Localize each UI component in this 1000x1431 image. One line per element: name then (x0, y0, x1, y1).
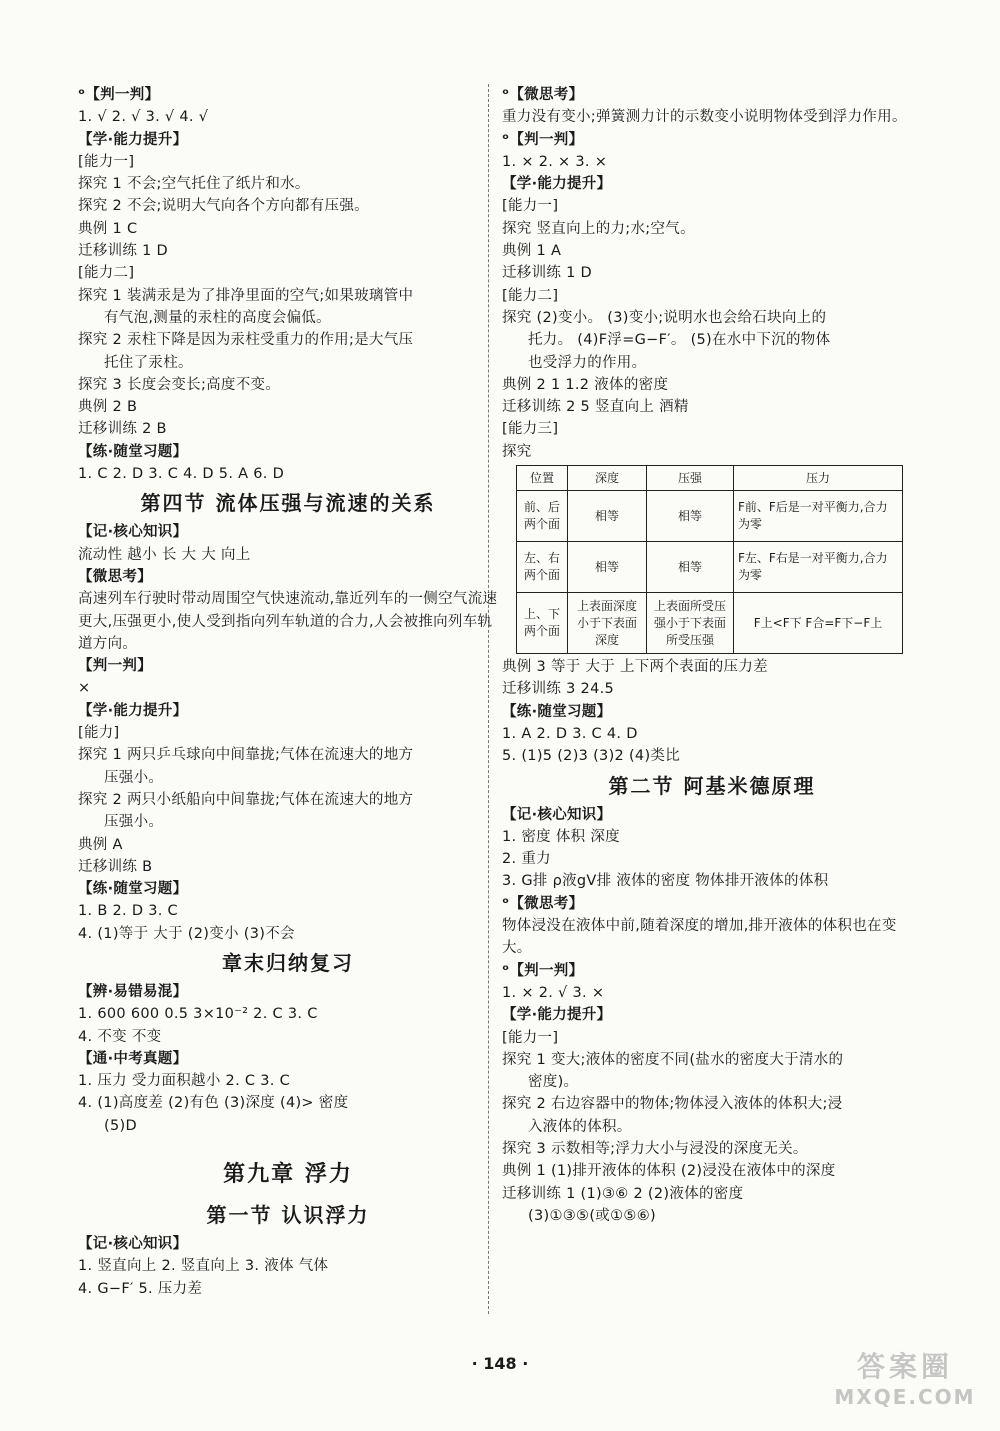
answer-line: 迁移训练 2 5 竖直向上 酒精 (502, 399, 689, 416)
answer-line: 高速列车行驶时带动周围空气快速流动,靠近列车的一侧空气流速更大,压强更小,使人受到指向列车轨道的合力,人会被推向列车轨道方向。 (78, 591, 498, 652)
table-header: 压力 (734, 466, 903, 491)
answer-line: 迁移训练 B (78, 858, 153, 875)
section-label: ᵒ【微思考】 (502, 895, 584, 912)
watermark-text: 答案圈 (856, 1350, 953, 1383)
watermark-url: MXQE.COM (834, 1385, 976, 1409)
answer-line: 物体浸没在液体中前,随着深度的增加,排开液体的体积也在变大。 (502, 918, 897, 957)
answer-line: × (78, 680, 91, 697)
answer-line: 1. 密度 体积 深度 (502, 828, 620, 845)
answer-line: 迁移训练 1 (1)③⑥ 2 (2)液体的密度 (502, 1185, 744, 1202)
section-label: 【学·能力提升】 (502, 1007, 612, 1024)
section-heading: 第一节 认识浮力 (206, 1203, 370, 1228)
table-header-row (517, 466, 903, 491)
section-label: 【记·核心知识】 (78, 524, 188, 541)
answer-line: 托住了汞柱。 (104, 354, 193, 371)
answer-line: [能力二] (502, 287, 559, 304)
answer-line: [能力三] (502, 421, 559, 438)
answer-line: 1. √ 2. √ 3. √ 4. √ (78, 109, 209, 126)
page-number: · 148 · (471, 1354, 529, 1373)
answer-line: 探究 2 汞柱下降是因为汞柱受重力的作用;是大气压 (78, 332, 414, 349)
right-column (502, 84, 922, 1227)
answer-line: 也受浮力的作用。 (528, 354, 647, 371)
table-row (517, 491, 903, 542)
table-row (517, 593, 903, 654)
answer-line: 探究 1 两只乒乓球向中间靠拢;气体在流速大的地方 (78, 747, 414, 764)
table-cell: 相等 (647, 491, 734, 542)
right-column-top (502, 84, 922, 463)
answer-line: 1. C 2. D 3. C 4. D 5. A 6. D (78, 466, 285, 483)
table-cell: 上表面深度小于下表面深度 (568, 593, 647, 654)
answer-line: 典例 2 B (78, 399, 138, 416)
section-label: 【记·核心知识】 (502, 806, 612, 823)
section-label: 【通·中考真题】 (78, 1050, 188, 1067)
answer-line: 探究 3 示数相等;浮力大小与浸没的深度无关。 (502, 1140, 808, 1157)
answer-line: 迁移训练 1 D (502, 265, 593, 282)
answer-line: [能力一] (502, 1029, 559, 1046)
section-heading: 第四节 流体压强与流速的关系 (140, 491, 436, 516)
answer-line: 探究 1 变大;液体的密度不同(盐水的密度大于清水的 (502, 1051, 844, 1068)
answer-line: 探究 2 两只小纸船向中间靠拢;气体在流速大的地方 (78, 791, 414, 808)
answer-line: 迁移训练 1 D (78, 243, 169, 260)
answer-line: 压强小。 (104, 769, 164, 786)
answer-line: [能力一] (78, 153, 135, 170)
answer-line: 3. G排 ρ液gV排 液体的密度 物体排开液体的体积 (502, 873, 829, 890)
section-heading: 章末归纳复习 (222, 950, 354, 975)
answer-line: 密度)。 (528, 1074, 579, 1091)
answer-line: 探究 竖直向上的力;水;空气。 (502, 220, 695, 237)
answer-line: 探究 2 不会;说明大气向各个方向都有压强。 (78, 198, 369, 215)
answer-line: 重力没有变小;弹簧测力计的示数变小说明物体受到浮力作用。 (502, 109, 907, 126)
answer-line: 有气泡,测量的汞柱的高度会偏低。 (104, 309, 331, 326)
table-header: 压强 (647, 466, 734, 491)
table-cell: 前、后两个面 (517, 491, 568, 542)
section-label: 【练·随堂习题】 (78, 881, 188, 898)
answer-line: 流动性 越小 长 大 大 向上 (78, 546, 251, 563)
answer-line: (5)D (104, 1117, 137, 1134)
table-cell: F左、F右是一对平衡力,合力为零 (734, 542, 903, 593)
answer-line: 1. B 2. D 3. C (78, 903, 178, 920)
answer-line: 典例 1 (1)排开液体的体积 (2)浸没在液体中的深度 (502, 1163, 836, 1180)
section-label: 【练·随堂习题】 (502, 703, 612, 720)
section-heading: 第九章 浮力 (223, 1161, 353, 1188)
answer-line: 典例 1 C (78, 220, 138, 237)
answer-line: 入液体的体积。 (528, 1118, 632, 1135)
answer-line: 4. (1)高度差 (2)有色 (3)深度 (4)> 密度 (78, 1095, 349, 1112)
answer-line: [能力] (78, 725, 120, 742)
section-label: 【辨·易错易混】 (78, 983, 188, 1000)
answer-line: 典例 2 1 1.2 液体的密度 (502, 376, 669, 393)
answer-line: [能力一] (502, 198, 559, 215)
answer-line: 1. 竖直向上 2. 竖直向上 3. 液体 气体 (78, 1258, 329, 1275)
table-cell: 左、右两个面 (517, 542, 568, 593)
table-cell: 相等 (647, 542, 734, 593)
answer-line: [能力二] (78, 265, 135, 282)
section-label: 【微思考】 (78, 568, 152, 585)
section-label: 【学·能力提升】 (78, 702, 188, 719)
answer-line: 5. (1)5 (2)3 (3)2 (4)类比 (502, 748, 681, 765)
table-cell: F上<F下 F合=F下−F上 (734, 593, 903, 654)
answer-line: 典例 3 等于 大于 上下两个表面的压力差 (502, 659, 768, 676)
answer-line (78, 1137, 498, 1151)
pressure-table (516, 465, 903, 654)
answer-line: 2. 重力 (502, 851, 551, 868)
section-label: ᵒ【微思考】 (502, 87, 584, 103)
answer-line: 探究 3 长度会变长;高度不变。 (78, 376, 281, 393)
answer-line: 4. 不变 不变 (78, 1028, 162, 1045)
table-header: 位置 (517, 466, 568, 491)
answer-line: 探究 (502, 443, 532, 460)
answer-line: 迁移训练 2 B (78, 421, 167, 438)
section-heading: 第二节 阿基米德原理 (608, 773, 816, 798)
answer-line: 1. × 2. × 3. × (502, 153, 608, 170)
section-label: ᵒ【判一判】 (78, 87, 160, 103)
answer-line: 典例 1 A (502, 243, 562, 260)
right-column-bottom (502, 656, 922, 1227)
table-header: 深度 (568, 466, 647, 491)
section-label: ᵒ【判一判】 (502, 962, 584, 979)
answer-line: 探究 1 不会;空气托住了纸片和水。 (78, 176, 310, 193)
table-cell: 相等 (568, 542, 647, 593)
answer-line: 1. A 2. D 3. C 4. D (502, 725, 638, 742)
table-row (517, 542, 903, 593)
answer-line: 探究 2 右边容器中的物体;物体浸入液体的体积大;浸 (502, 1096, 843, 1113)
table-cell: 上、下两个面 (517, 593, 568, 654)
answer-line: 典例 A (78, 836, 123, 853)
watermark-logo (820, 1345, 990, 1425)
answer-line: (3)①③⑤(或①⑤⑥) (528, 1207, 656, 1224)
answer-line: 探究 (2)变小。 (3)变小;说明水也会给石块向上的 (502, 309, 827, 326)
answer-line: 4. (1)等于 大于 (2)变小 (3)不会 (78, 925, 295, 942)
table-cell: F前、F后是一对平衡力,合力为零 (734, 491, 903, 542)
answer-line: 压强小。 (104, 814, 164, 831)
answer-line: 4. G−F′ 5. 压力差 (78, 1280, 203, 1297)
answer-line: 1. 压力 受力面积越小 2. C 3. C (78, 1073, 291, 1090)
answer-line: 迁移训练 3 24.5 (502, 681, 615, 698)
answer-line: 1. 600 600 0.5 3×10⁻² 2. C 3. C (78, 1006, 318, 1023)
section-label: 【学·能力提升】 (502, 176, 612, 193)
section-label: 【判一判】 (78, 658, 152, 675)
section-label: 【练·随堂习题】 (78, 443, 188, 460)
table-cell: 相等 (568, 491, 647, 542)
section-label: 【学·能力提升】 (78, 131, 188, 148)
answer-line: 托力。 (4)F浮=G−F′。 (5)在水中下沉的物体 (528, 332, 831, 349)
section-label: 【记·核心知识】 (78, 1236, 188, 1253)
answer-line: 1. × 2. √ 3. × (502, 984, 605, 1001)
left-column (78, 84, 498, 1300)
answer-line: 探究 1 装满汞是为了排净里面的空气;如果玻璃管中 (78, 287, 414, 304)
section-label: ᵒ【判一判】 (502, 131, 584, 148)
table-cell: 上表面所受压强小于下表面所受压强 (647, 593, 734, 654)
